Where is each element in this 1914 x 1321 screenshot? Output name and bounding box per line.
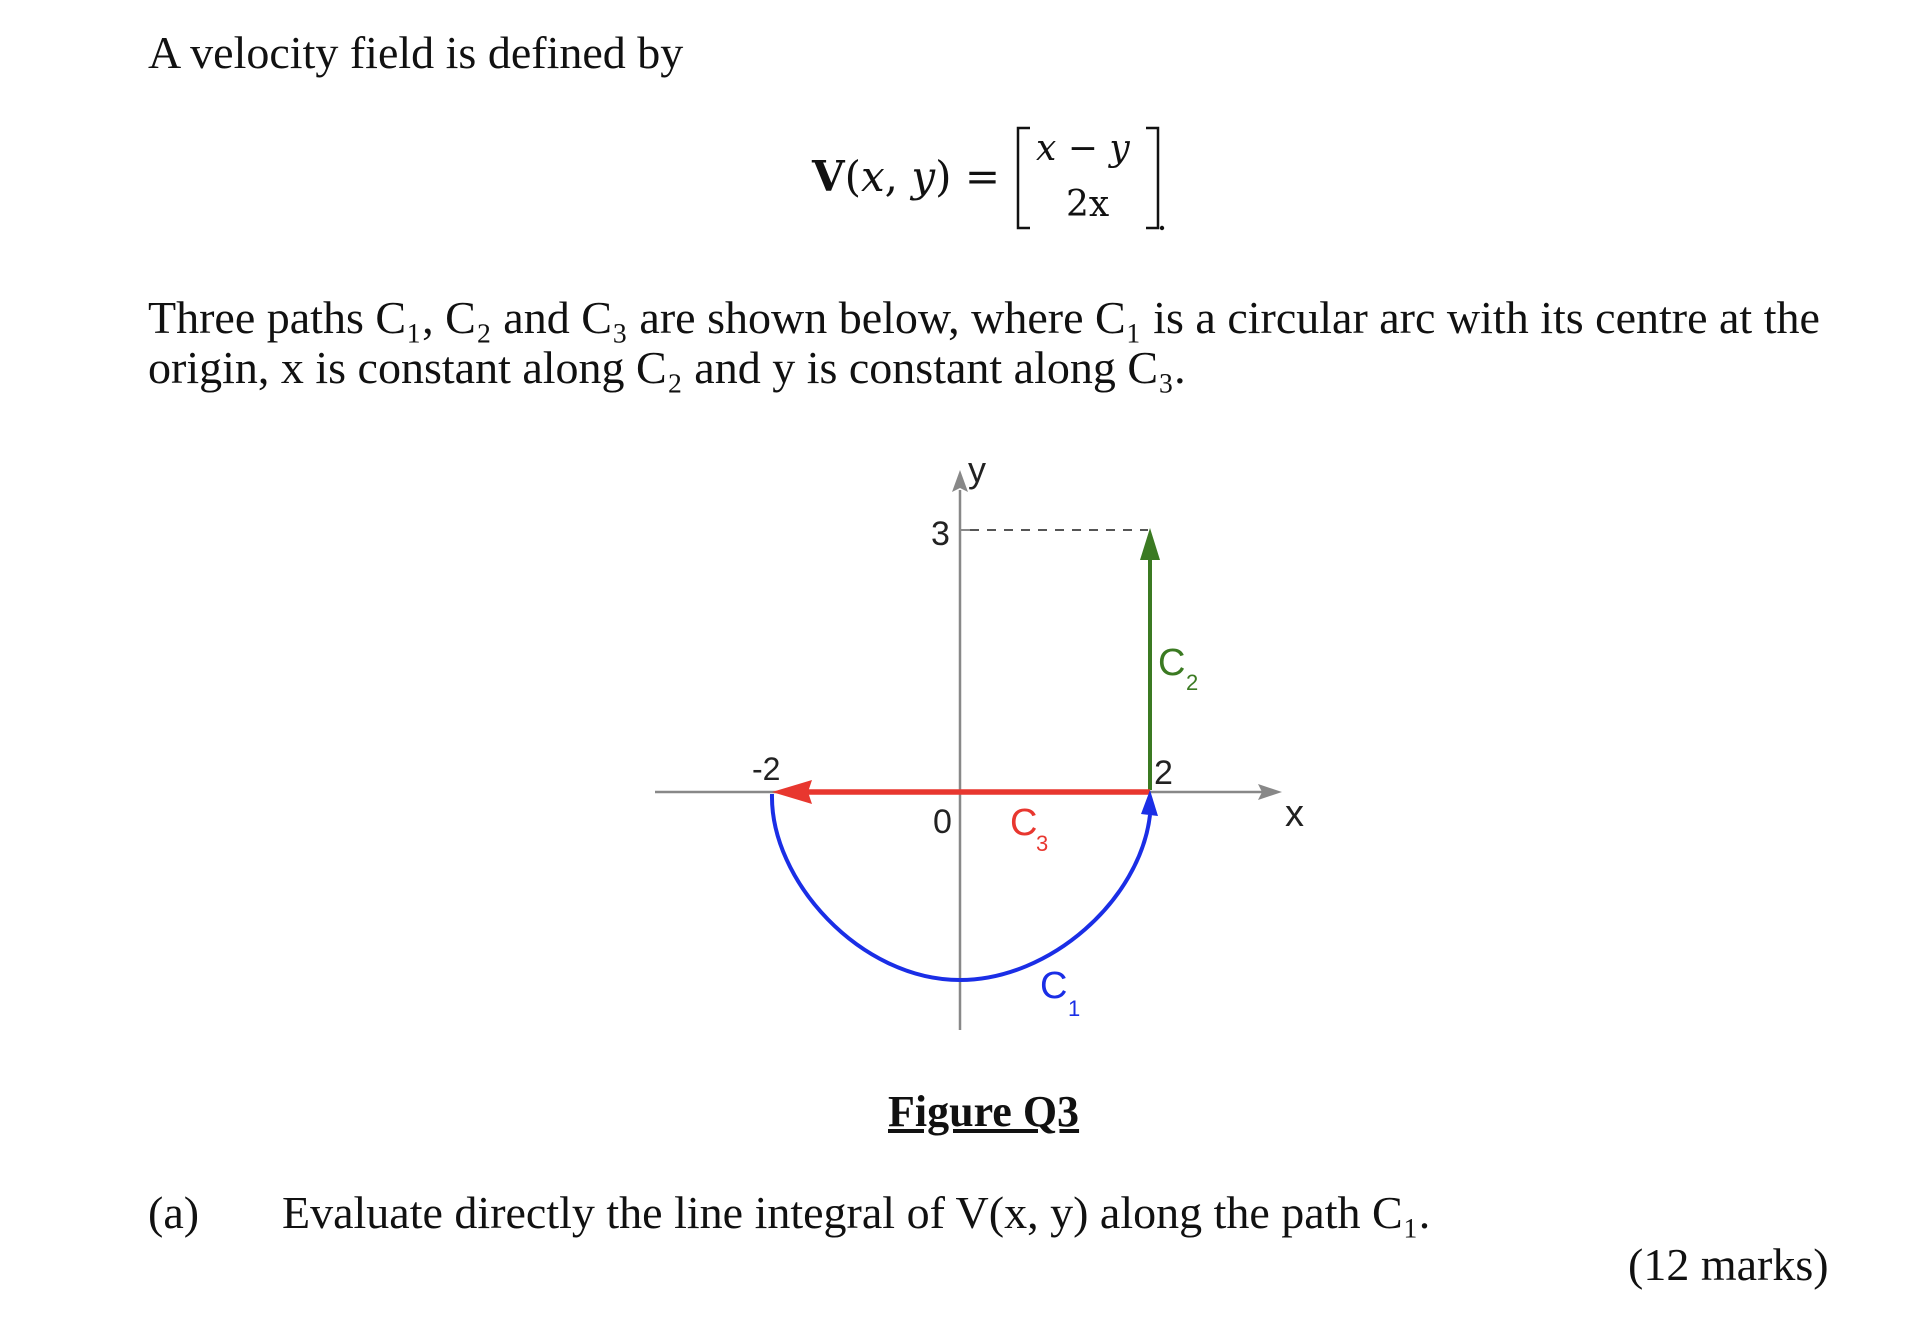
paths-text-line1: Three paths C₁, C₂ and C₃ are shown below, where C₁ is a circular arc with its centre at the [148,292,1820,343]
path-c2-arrow-icon [1140,528,1160,560]
paths-text-line2: origin, x is constant along C₂ and y is constant along C₃. [148,342,1186,393]
x-axis-label: x [1285,793,1304,835]
c1-label: C [1040,965,1068,1007]
equation-top-entry: x − y [1036,128,1130,169]
figure-caption: Figure Q3 [888,1087,1080,1136]
c1-label-sub: 1 [1068,996,1081,1021]
equation-bottom-entry: 2x [1066,184,1110,225]
question-marks: (12 marks) [1628,1239,1829,1290]
question-text: Evaluate directly the line integral of V(x, y) along the path C₁. [282,1187,1431,1238]
tick-label-3: 3 [931,515,950,553]
y-axis-arrow-icon [952,470,968,492]
intro-text: A velocity field is defined by [148,27,684,78]
tick-label-2: 2 [1154,754,1173,792]
c3-label-sub: 3 [1036,831,1049,856]
question-label: (a) [148,1187,200,1238]
equation-lhs-args: (x, y) = [844,152,1001,201]
tick-label-0: 0 [933,803,952,841]
tick-label-neg2: -2 [752,751,781,787]
y-axis-label: y [968,449,986,490]
c3-label: C [1010,802,1038,844]
c2-label-sub: 2 [1186,670,1199,695]
c2-label: C [1158,642,1186,684]
